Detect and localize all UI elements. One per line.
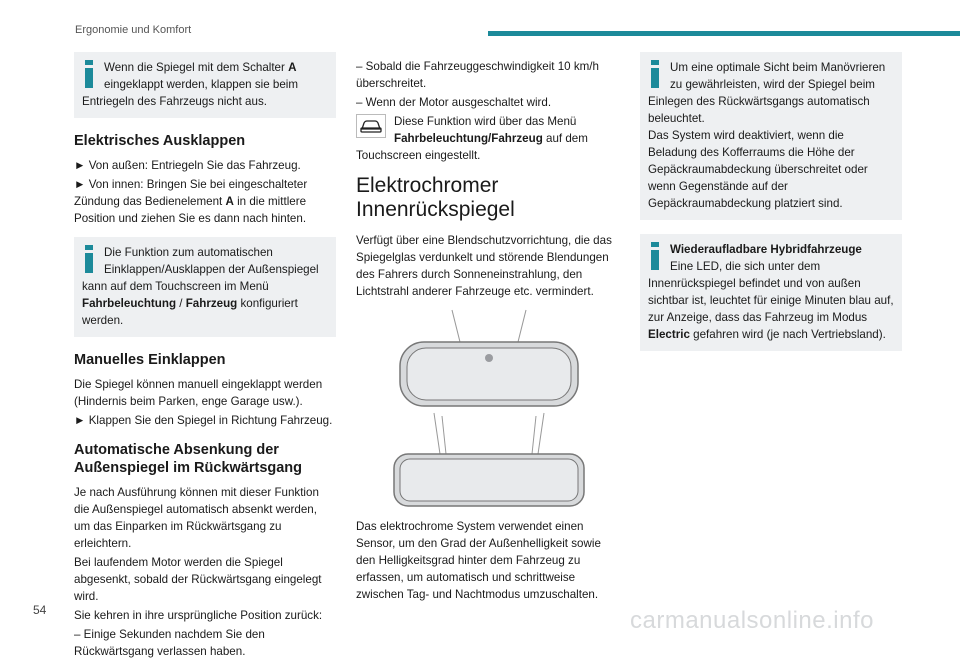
info-box-mirror-fold <box>74 52 336 118</box>
watermark: carmanualsonline.info <box>630 607 874 634</box>
info-box-touchscreen <box>74 237 336 337</box>
info-icon <box>648 242 662 270</box>
paragraph: Sie kehren in ihre ursprüngliche Position zurück: <box>74 609 323 622</box>
car-note-text <box>356 113 618 164</box>
info-box-reverse-light <box>640 52 902 220</box>
info-text <box>82 59 328 110</box>
info-box-hybrid <box>640 234 902 351</box>
paragraph: – Einige Sekunden nachdem Sie den Rückwärtsgang verlassen haben. <box>74 628 265 658</box>
info-text: Das System wird deaktiviert, wenn die Beladung des Kofferraums die Höhe der Gepäckraumabdeckung überschreitet oder wenn Gegenstände auf der Gepäckraumabdeckung platziert sind. <box>648 129 868 210</box>
paragraph <box>74 176 336 227</box>
info-text-bold: A <box>288 61 297 74</box>
text-part: ► Von innen: Bringen Sie bei eingeschalteter Zündung das Bedienelement <box>74 178 308 208</box>
column-right <box>640 52 902 365</box>
page-section-title: Ergonomie und Komfort <box>75 24 192 36</box>
column-left <box>74 52 336 662</box>
section-heading: Manuelles Einklappen <box>74 352 226 368</box>
text-part: gefahren wird (je nach Vertriebsland). <box>689 328 886 341</box>
info-text-part: konfiguriert werden. <box>82 297 298 327</box>
car-icon <box>356 114 386 138</box>
info-text-part: eingeklappt werden, klappen sie beim Entriegeln des Fahrzeugs nicht aus. <box>82 78 298 108</box>
paragraph: – Sobald die Fahrzeuggeschwindigkeit 10 km/h überschreitet. <box>356 60 599 90</box>
info-text-part: / <box>176 297 186 310</box>
header-accent-bar <box>488 31 960 36</box>
text-bold: A <box>225 195 234 208</box>
paragraph: Die Spiegel können manuell eingeklappt werden (Hindernis beim Parken, enge Garage usw.). <box>74 378 323 408</box>
paragraph: Das elektrochrome System verwendet einen Sensor, um den Grad der Außenhelligkeit sowie den Helligkeitsgrad hinter dem Fahrzeug zu erfassen, um automatisch und schrittweise zwischen Tag- und Nachtmodus umzuschalten. <box>356 520 601 601</box>
text-part: auf dem Touchscreen eingestellt. <box>356 132 588 162</box>
info-text-part: Wenn die Spiegel mit dem Schalter <box>104 61 289 74</box>
info-text: Um eine optimale Sicht beim Manövrieren zu gewährleisten, wird der Spiegel beim Einlegen des Rückwärtsgangs automatisch beleuchtet. <box>648 61 886 125</box>
info-text <box>648 258 894 343</box>
paragraph: – Wenn der Motor ausgeschaltet wird. <box>356 96 552 109</box>
text-part: in die mittlere Position und ziehen Sie es dann nach hinten. <box>74 195 307 225</box>
paragraph: Bei laufendem Motor werden die Spiegel abgesenkt, sobald der Rückwärtsgang eingelegt wird. <box>74 556 322 603</box>
paragraph: Verfügt über eine Blendschutzvorrichtung, die das Spiegelglas verdunkelt und störende Blendungen des Fahrers durch Sonneneinstrahlung, den Lichtstrahl anderer Fahrzeuge etc. vermindert. <box>356 234 612 298</box>
car-menu-note <box>356 113 618 164</box>
info-title-bold: Wiederaufladbare Hybridfahrzeuge <box>670 243 862 256</box>
info-text-bold: Fahrzeug <box>185 297 238 310</box>
paragraph: ► Von außen: Entriegeln Sie das Fahrzeug. <box>74 159 301 172</box>
info-text <box>82 244 328 329</box>
rearview-mirror-illustration <box>394 308 584 508</box>
info-title <box>648 241 894 258</box>
section-title: Elektrochromer Innenrückspiegel <box>356 174 515 221</box>
text-bold: Fahrbeleuchtung/Fahrzeug <box>394 132 543 145</box>
info-text-part: Die Funktion zum automatischen Einklappen/Ausklappen der Außenspiegel kann auf dem Touchscreen im Menü <box>82 246 319 293</box>
text-part: Eine LED, die sich unter dem Innenrückspiegel befindet und von außen sichtbar ist, leuchtet für einige Minuten blau auf, zur Anzeige, dass das Fahrzeug im Modus <box>648 260 894 324</box>
info-icon <box>648 60 662 88</box>
info-icon <box>82 60 96 88</box>
info-text-bold: Fahrbeleuchtung <box>82 297 177 310</box>
page-number: 54 <box>33 603 47 617</box>
section-heading: Automatische Absenkung der Außenspiegel im Rückwärtsgang <box>74 442 303 476</box>
paragraph: Je nach Ausführung können mit dieser Funktion die Außenspiegel automatisch absenkt werden, um das Einparken im Rückwärtsgang zu erleichtern. <box>74 486 319 550</box>
text-bold: Electric <box>648 328 690 341</box>
info-icon <box>82 245 96 273</box>
section-heading: Elektrisches Ausklappen <box>74 133 246 149</box>
paragraph: ► Klappen Sie den Spiegel in Richtung Fahrzeug. <box>74 414 333 427</box>
text-part: Diese Funktion wird über das Menü <box>394 115 577 128</box>
column-middle <box>356 58 618 605</box>
